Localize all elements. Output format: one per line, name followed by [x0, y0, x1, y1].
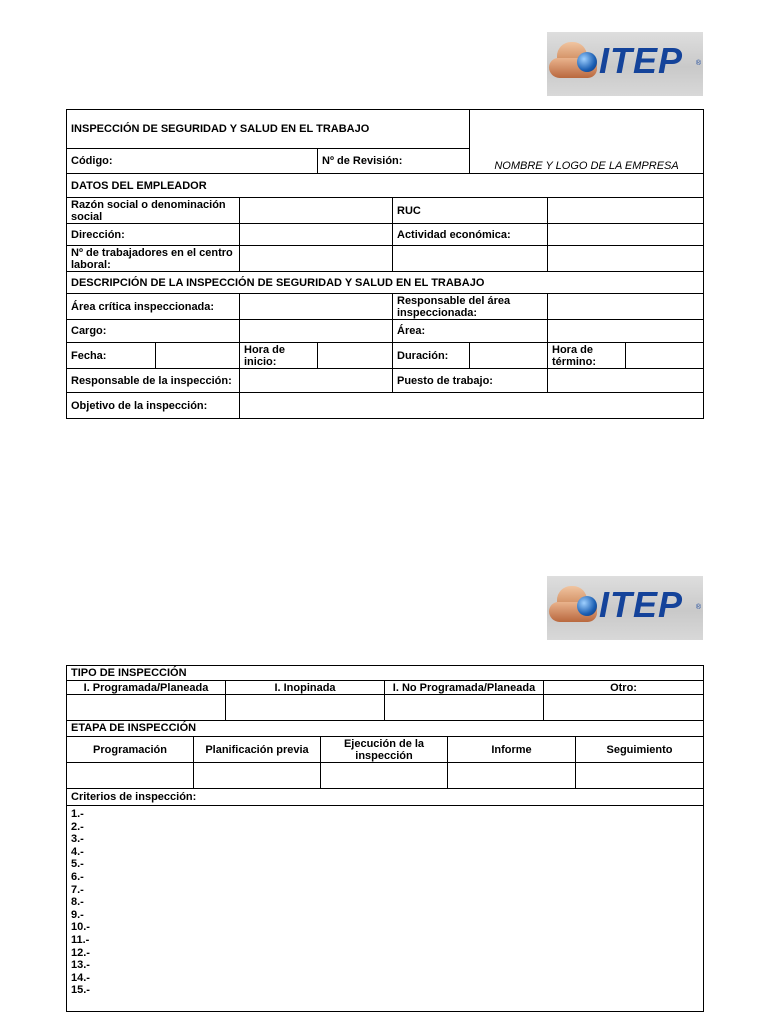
tipo-inopinada-header: I. Inopinada	[226, 681, 385, 695]
etapa-seguimiento-input[interactable]	[576, 763, 704, 789]
criterio-item: 2.-	[71, 820, 84, 833]
trabajadores-label: Nº de trabajadores en el centro laboral:	[67, 246, 240, 272]
criterio-item: 5.-	[71, 858, 84, 871]
ruc-label: RUC	[393, 198, 548, 224]
duracion-input[interactable]	[470, 343, 548, 369]
criterios-label: Criterios de inspección:	[67, 789, 704, 806]
puesto-input[interactable]	[548, 369, 704, 393]
logo-text: ITEP	[599, 584, 684, 625]
tipo-otro-header: Otro:	[544, 681, 704, 695]
etapa-planificacion-input[interactable]	[194, 763, 321, 789]
hora-inicio-input[interactable]	[318, 343, 393, 369]
puesto-label: Puesto de trabajo:	[393, 369, 548, 393]
hora-termino-label: Hora de término:	[548, 343, 626, 369]
etapa-planificacion-header: Planificación previa	[194, 737, 321, 763]
tipo-programada-input[interactable]	[67, 695, 226, 721]
inspection-form-header	[66, 109, 704, 419]
criterio-item: 14.-	[71, 971, 90, 984]
criterio-item: 11.-	[71, 933, 90, 946]
criterio-item: 4.-	[71, 845, 84, 858]
responsable-inspeccion-label: Responsable de la inspección:	[67, 369, 240, 393]
etapa-programacion-input[interactable]	[67, 763, 194, 789]
globe-icon	[577, 52, 597, 72]
form-title: INSPECCIÓN DE SEGURIDAD Y SALUD EN EL TRABAJO	[67, 110, 470, 149]
duracion-label: Duración:	[393, 343, 470, 369]
revision-field[interactable]: Nº de Revisión:	[318, 149, 470, 174]
objetivo-input[interactable]	[240, 393, 704, 419]
company-logo	[547, 576, 703, 640]
section-descripcion: DESCRIPCIÓN DE LA INSPECCIÓN DE SEGURIDAD Y SALUD EN EL TRABAJO	[67, 272, 704, 294]
tipo-programada-header: I. Programada/Planeada	[67, 681, 226, 695]
criterio-item: 10.-	[71, 921, 90, 934]
actividad-input[interactable]	[548, 224, 704, 246]
inspection-type-form	[66, 665, 704, 1012]
direccion-label: Dirección:	[67, 224, 240, 246]
registered-mark: ®	[695, 604, 701, 611]
direccion-input[interactable]	[240, 224, 393, 246]
trabajadores-input[interactable]	[240, 246, 393, 272]
criterio-item: 12.-	[71, 946, 90, 959]
criterio-item: 3.-	[71, 833, 84, 846]
hora-termino-input[interactable]	[626, 343, 704, 369]
etapa-informe-header: Informe	[448, 737, 576, 763]
objetivo-label: Objetivo de la inspección:	[67, 393, 240, 419]
criterio-item: 8.-	[71, 896, 84, 909]
tipo-otro-input[interactable]	[544, 695, 704, 721]
fecha-input[interactable]	[156, 343, 240, 369]
area-label: Área:	[393, 320, 548, 343]
registered-mark: ®	[695, 60, 701, 67]
tipo-no-programada-input[interactable]	[385, 695, 544, 721]
globe-icon	[577, 596, 597, 616]
criterio-item: 15.-	[71, 984, 90, 997]
responsable-inspeccion-input[interactable]	[240, 369, 393, 393]
cargo-input[interactable]	[240, 320, 393, 343]
empty-cell	[548, 246, 704, 272]
logo-text: ITEP	[599, 40, 684, 81]
area-critica-label: Área crítica inspeccionada:	[67, 294, 240, 320]
actividad-label: Actividad económica:	[393, 224, 548, 246]
area-input[interactable]	[548, 320, 704, 343]
etapa-ejecucion-header: Ejecución de la inspección	[321, 737, 448, 763]
section-etapa: ETAPA DE INSPECCIÓN	[67, 721, 704, 737]
etapa-programacion-header: Programación	[67, 737, 194, 763]
codigo-field[interactable]: Código:	[67, 149, 318, 174]
criterio-item: 7.-	[71, 883, 84, 896]
hora-inicio-label: Hora de inicio:	[240, 343, 318, 369]
criterio-item: 6.-	[71, 870, 84, 883]
fecha-label: Fecha:	[67, 343, 156, 369]
razon-social-label: Razón social o denominación social	[67, 198, 240, 224]
criterio-item: 9.-	[71, 908, 84, 921]
razon-social-input[interactable]	[240, 198, 393, 224]
etapa-informe-input[interactable]	[448, 763, 576, 789]
company-logo-placeholder: NOMBRE Y LOGO DE LA EMPRESA	[470, 110, 704, 174]
etapa-ejecucion-input[interactable]	[321, 763, 448, 789]
etapa-seguimiento-header: Seguimiento	[576, 737, 704, 763]
area-critica-input[interactable]	[240, 294, 393, 320]
tipo-no-programada-header: I. No Programada/Planeada	[385, 681, 544, 695]
responsable-area-label: Responsable del área inspeccionada:	[393, 294, 548, 320]
criterios-list[interactable]	[67, 806, 704, 1012]
empty-cell	[393, 246, 548, 272]
section-empleador: DATOS DEL EMPLEADOR	[67, 174, 704, 198]
criterio-item: 13.-	[71, 959, 90, 972]
tipo-inopinada-input[interactable]	[226, 695, 385, 721]
company-logo	[547, 32, 703, 96]
ruc-input[interactable]	[548, 198, 704, 224]
cargo-label: Cargo:	[67, 320, 240, 343]
responsable-area-input[interactable]	[548, 294, 704, 320]
criterio-item: 1.-	[71, 808, 84, 820]
section-tipo: TIPO DE INSPECCIÓN	[67, 666, 704, 681]
